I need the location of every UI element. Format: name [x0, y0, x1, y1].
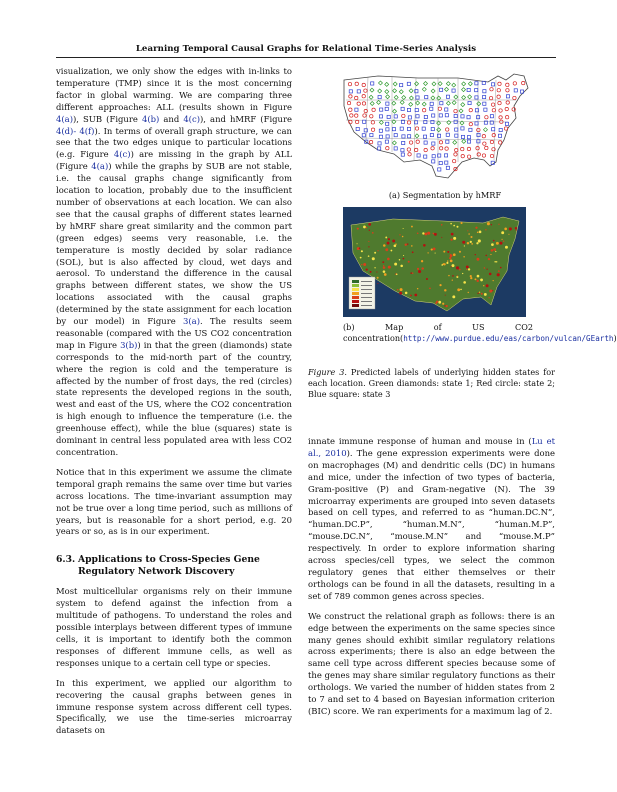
- co2-hotspot-dot: [491, 249, 494, 252]
- co2-hotspot-dot: [462, 241, 465, 244]
- co2-hotspot-dot: [396, 273, 398, 275]
- co2-hotspot-dot: [474, 278, 476, 280]
- co2-hotspot-dot: [363, 263, 366, 266]
- co2-hotspot-dot: [457, 275, 458, 276]
- figure-reference-link[interactable]: Lu et al., 2010: [308, 436, 555, 458]
- co2-hotspot-dot: [392, 240, 395, 243]
- co2-hotspot-dot: [508, 234, 509, 235]
- co2-hotspot-dot: [479, 231, 482, 234]
- co2-hotspot-dot: [451, 266, 452, 267]
- co2-hotspot-dot: [484, 267, 485, 268]
- co2-hotspot-dot: [476, 242, 478, 244]
- co2-hotspot-dot: [466, 269, 467, 270]
- co2-hotspot-dot: [403, 255, 404, 256]
- co2-hotspot-dot: [491, 224, 492, 225]
- co2-hotspot-dot: [397, 289, 399, 291]
- co2-hotspot-dot: [383, 265, 384, 266]
- co2-hotspot-dot: [467, 230, 468, 231]
- co2-hotspot-dot: [470, 236, 472, 238]
- co2-hotspot-dot: [383, 244, 386, 247]
- co2-hotspot-dot: [435, 302, 437, 304]
- co2-hotspot-dot: [444, 305, 445, 306]
- section-number: 6.3.: [56, 554, 76, 566]
- co2-hotspot-dot: [417, 233, 419, 235]
- co2-hotspot-dot: [441, 224, 443, 226]
- hmrf-segmentation-map: [338, 66, 534, 186]
- co2-hotspot-dot: [501, 239, 502, 240]
- co2-hotspot-dot: [489, 290, 492, 293]
- figure-reference-link[interactable]: 4(b): [141, 113, 160, 124]
- co2-hotspot-dot: [463, 256, 465, 258]
- co2-hotspot-dot: [459, 269, 461, 271]
- left-column: [56, 66, 292, 745]
- co2-hotspot-dot: [485, 255, 487, 257]
- co2-hotspot-dot: [481, 293, 483, 295]
- co2-hotspot-dot: [498, 224, 499, 225]
- co2-hotspot-dot: [377, 250, 378, 251]
- legend-label-line: [361, 305, 372, 306]
- co2-hotspot-dot: [423, 244, 426, 247]
- co2-hotspot-dot: [426, 278, 428, 280]
- co2-hotspot-dot: [488, 258, 490, 260]
- legend-swatch: [352, 300, 359, 303]
- co2-hotspot-dot: [411, 245, 413, 247]
- subcaption-a: (a) Segmentation by hMRF: [388, 190, 502, 200]
- left-paragraph-1: [56, 66, 292, 459]
- legend-swatch: [352, 296, 359, 299]
- co2-hotspot-dot: [501, 231, 504, 234]
- co2-hotspot-dot: [451, 233, 454, 236]
- co2-hotspot-dot: [483, 285, 484, 286]
- co2-hotspot-dot: [499, 242, 502, 245]
- paragraph-text: ) are missing in the graph by ALL (Figure: [56, 149, 292, 172]
- co2-hotspot-dot: [477, 275, 480, 278]
- co2-hotspot-dot: [383, 266, 386, 269]
- co2-hotspot-dot: [412, 272, 414, 274]
- subcaption-b-end: ): [613, 332, 617, 343]
- co2-hotspot-dot: [390, 250, 392, 252]
- co2-hotspot-dot: [453, 225, 455, 227]
- co2-hotspot-dot: [395, 244, 396, 245]
- figure-caption-text: Predicted labels of underlying hidden states for each location. Green diamonds: state 1; Red circle: state 2; Blue square: state 3: [308, 367, 555, 399]
- co2-hotspot-dot: [408, 261, 410, 263]
- co2-hotspot-dot: [382, 261, 384, 263]
- co2-hotspot-dot: [403, 228, 404, 229]
- co2-hotspot-dot: [448, 275, 449, 276]
- co2-hotspot-dot: [478, 239, 481, 242]
- co2-hotspot-dot: [410, 272, 412, 274]
- co2-hotspot-dot: [359, 247, 361, 249]
- co2-hotspot-dot: [497, 273, 500, 276]
- co2-hotspot-dot: [368, 255, 370, 257]
- co2-hotspot-dot: [372, 232, 374, 234]
- co2-hotspot-dot: [449, 257, 451, 259]
- co2-hotspot-dot: [491, 243, 494, 246]
- co2-hotspot-dot: [399, 292, 402, 295]
- figure-reference-link[interactable]: 4(a): [91, 161, 109, 172]
- co2-hotspot-dot: [485, 229, 486, 230]
- co2-hotspot-dot: [515, 227, 517, 229]
- co2-hotspot-dot: [470, 275, 472, 277]
- co2-hotspot-dot: [394, 263, 397, 266]
- co2-hotspot-dot: [361, 264, 362, 265]
- co2-hotspot-dot: [470, 241, 472, 243]
- co2-hotspot-dot: [456, 226, 458, 228]
- co2-hotspot-dot: [464, 245, 465, 246]
- left-paragraph-2: Notice that in this experiment we assume the climate temporal graph remains the same over time but varies across locations. The time-invariant assumption may not be true over a long time period, such as millions of years, but is reasonable for a short period, e.g. 20 years or so, as is in our experiment.: [56, 466, 292, 537]
- co2-concentration-map: [343, 207, 526, 317]
- right-paragraph-1: [308, 436, 555, 603]
- co2-hotspot-dot: [411, 226, 413, 228]
- co2-hotspot-dot: [500, 267, 502, 269]
- co2-hotspot-dot: [368, 241, 369, 242]
- co2-hotspot-dot: [439, 284, 441, 286]
- co2-hotspot-dot: [441, 264, 443, 266]
- section-title-line-2: Regulatory Network Discovery: [78, 566, 235, 578]
- co2-hotspot-dot: [453, 237, 456, 240]
- figure-reference-link[interactable]: 3(a): [183, 316, 200, 327]
- co2-hotspot-dot: [438, 301, 441, 304]
- co2-hotspot-dot: [433, 247, 436, 250]
- section-title-line-1: Applications to Cross-Species Gene: [78, 554, 260, 566]
- paragraph-text: ). The gene expression experiments were done on macrophages (M) and dendritic cells (DC) in humans and mice, under the infection of two types of bacteria, Gram-positive (P) and Gram-negative (N). The 39 microarray experiments are grouped into seven datasets based on cell types, and referred to as “human.DC.N”, “human.DC.P”, “human.M.N”, “human.M.P”, “mouse.DC.N”, “mouse.M.N” and “mouse.M.P” respectively. In order to explore information sharing across species/cell types, we select the common regulatory genes that either themselves or their orthologs can be found in all the datasets, resulting in a set of 789 common genes across species.: [308, 447, 555, 601]
- co2-hotspot-dot: [495, 251, 496, 252]
- co2-hotspot-dot: [400, 288, 403, 291]
- co2-hotspot-dot: [444, 289, 446, 291]
- co2-hotspot-dot: [361, 250, 363, 252]
- co2-hotspot-dot: [417, 288, 418, 289]
- legend-label-line: [361, 297, 372, 298]
- legend-swatch: [352, 288, 359, 291]
- co2-hotspot-dot: [360, 257, 362, 259]
- co2-hotspot-dot: [498, 270, 500, 272]
- co2-hotspot-dot: [427, 252, 428, 253]
- co2-hotspot-dot: [460, 289, 462, 291]
- co2-hotspot-dot: [488, 297, 489, 298]
- legend-label-line: [361, 301, 372, 302]
- co2-hotspot-dot: [468, 233, 470, 235]
- co2-hotspot-dot: [479, 291, 481, 293]
- co2-hotspot-dot: [384, 273, 387, 276]
- legend-swatch: [352, 284, 359, 287]
- co2-hotspot-dot: [441, 237, 442, 238]
- co2-hotspot-dot: [363, 226, 366, 229]
- co2-hotspot-dot: [403, 258, 405, 260]
- co2-hotspot-dot: [480, 279, 483, 282]
- co2-hotspot-dot: [421, 260, 423, 262]
- subcaption-b-text: (b) Map of US CO2 concentration(: [343, 322, 533, 343]
- co2-hotspot-dot: [505, 246, 508, 249]
- co2-hotspot-dot: [452, 295, 455, 298]
- co2-hotspot-dot: [374, 267, 375, 268]
- co2-hotspot-dot: [489, 273, 492, 276]
- co2-hotspot-dot: [459, 251, 461, 253]
- co2-hotspot-dot: [476, 258, 479, 261]
- co2-hotspot-dot: [503, 240, 504, 241]
- co2-hotspot-dot: [431, 249, 433, 251]
- co2-hotspot-dot: [493, 240, 495, 242]
- co2-hotspot-dot: [387, 258, 390, 261]
- co2-hotspot-dot: [369, 230, 370, 231]
- co2-hotspot-dot: [494, 261, 496, 263]
- legend-swatch: [352, 292, 359, 295]
- figure-reference-link[interactable]: 4(c): [113, 149, 131, 160]
- co2-hotspot-dot: [424, 233, 427, 236]
- co2-hotspot-dot: [377, 277, 379, 279]
- co2-hotspot-dot: [456, 266, 459, 269]
- paragraph-text: ). In terms of overall graph structure, we can see that the two edges unique to particular locations (e.g. Figure: [56, 125, 292, 160]
- co2-hotspot-dot: [429, 287, 431, 289]
- legend-swatch: [352, 280, 359, 283]
- figure-reference-link[interactable]: 3(b): [120, 339, 138, 350]
- co2-hotspot-dot: [377, 283, 378, 284]
- co2-hotspot-dot: [368, 223, 371, 226]
- co2-hotspot-dot: [450, 259, 453, 262]
- co2-hotspot-dot: [451, 264, 454, 267]
- co2-hotspot-dot: [435, 253, 436, 254]
- co2-hotspot-dot: [504, 228, 507, 231]
- co2-hotspot-dot: [493, 248, 496, 251]
- paragraph-text: innate immune response of human and mouse in (: [308, 436, 532, 446]
- figure-label: Figure 3.: [308, 367, 347, 377]
- paragraph-text: . The results seem reasonable (compared with the US CO2 concentration map in Figure: [56, 316, 293, 350]
- co2-hotspot-dot: [372, 257, 375, 260]
- right-paragraph-2: We construct the relational graph as follows: there is an edge between the experiments on the same species since many genes should exhibit similar regulatory relations across experiments; there is also an edge between the same cell type across different species because some of the genes may share similar regulatory functions as their orthologs. We varied the number of hidden states from 2 to 7 and set to 4 based on Bayesian information criterion (BIC) score. We ran experiments for a maximum lag of 2.: [308, 610, 555, 716]
- co2-hotspot-dot: [412, 251, 414, 253]
- co2-hotspot-dot: [476, 280, 478, 282]
- co2-hotspot-dot: [467, 242, 469, 244]
- co2-hotspot-dot: [484, 293, 487, 296]
- co2-hotspot-dot: [376, 271, 377, 272]
- legend-swatch: [352, 304, 359, 307]
- co2-hotspot-dot: [453, 253, 456, 256]
- co2-hotspot-dot: [385, 237, 387, 239]
- co2-hotspot-dot: [450, 238, 452, 240]
- co2-hotspot-dot: [496, 242, 499, 245]
- co2-hotspot-dot: [490, 254, 491, 255]
- figure-reference-link[interactable]: 4(c): [183, 113, 200, 124]
- co2-hotspot-dot: [417, 268, 419, 270]
- co2-hotspot-dot: [486, 269, 487, 270]
- co2-hotspot-dot: [477, 231, 479, 233]
- co2-hotspot-dot: [418, 270, 421, 273]
- co2-hotspot-dot: [477, 293, 478, 294]
- co2-hotspot-dot: [487, 222, 490, 225]
- co2-hotspot-dot: [422, 232, 424, 234]
- co2-hotspot-dot: [463, 281, 466, 284]
- co2-hotspot-dot: [366, 268, 368, 270]
- co2-hotspot-dot: [357, 243, 358, 244]
- co2-hotspot-dot: [509, 227, 512, 230]
- co2-hotspot-dot: [450, 254, 453, 257]
- co2-hotspot-dot: [450, 223, 452, 225]
- co2-hotspot-dot: [405, 292, 408, 295]
- co2-hotspot-dot: [460, 222, 462, 224]
- co2-hotspot-dot: [399, 234, 400, 235]
- paragraph-text: ) in that the green (diamonds) state corresponds to the mid-north part of the country, where the region is cold and the temperature is affected by the number of frost days, the red (circles) state represents the developed regions in the south, west and east of the US, where the CO2 concentration is high enough to influence the temperature (i.e. the greenhouse effect), while the blue (squares) state is dominant in central less populated area with less CO2 concentration.: [56, 339, 293, 457]
- co2-hotspot-dot: [452, 275, 454, 277]
- co2-hotspot-dot: [442, 303, 444, 305]
- co2-hotspot-dot: [447, 260, 448, 261]
- running-header: Learning Temporal Causal Graphs for Relational Time-Series Analysis: [135, 44, 477, 54]
- co2-hotspot-dot: [468, 268, 470, 270]
- co2-hotspot-dot: [446, 262, 448, 264]
- co2-hotspot-dot: [475, 227, 477, 229]
- co2-hotspot-dot: [368, 246, 369, 247]
- co2-hotspot-dot: [443, 251, 445, 253]
- co2-hotspot-dot: [493, 280, 494, 281]
- paragraph-text: and: [159, 113, 184, 124]
- figure-reference-link[interactable]: 4(d)- 4(f): [56, 125, 95, 136]
- co2-hotspot-dot: [405, 243, 407, 245]
- co2-hotspot-dot: [462, 273, 463, 274]
- co2-hotspot-dot: [496, 261, 497, 262]
- right-column: [308, 436, 555, 726]
- co2-hotspot-dot: [470, 277, 472, 279]
- left-paragraph-4: In this experiment, we applied our algorithm to recovering the causal graphs between genes in immune response system across different cell types. Specifically, we use the time-series microarray datasets on: [56, 677, 292, 736]
- co2-hotspot-dot: [414, 294, 417, 297]
- co2-hotspot-dot: [471, 243, 473, 245]
- co2-hotspot-dot: [446, 305, 448, 307]
- co2-hotspot-dot: [399, 259, 401, 261]
- section-heading: [56, 554, 292, 578]
- co2-hotspot-dot: [421, 267, 423, 269]
- co2-hotspot-dot: [468, 292, 469, 293]
- legend-label-line: [361, 293, 372, 294]
- co2-hotspot-dot: [385, 248, 388, 251]
- paragraph-text: visualization, we only show the edges with in-links to temperature (TMP) since it is the most concerning factor in global warming. We are comparing three different approaches: ALL (results shown in Figure: [56, 66, 292, 112]
- co2-map-url[interactable]: http://www.purdue.edu/eas/carbon/vulcan/GEarth: [403, 333, 614, 343]
- legend-label-line: [361, 285, 372, 286]
- co2-hotspot-dot: [388, 266, 391, 269]
- paragraph-text: ), SUB (Figure: [72, 113, 142, 124]
- paragraph-text: ) while the graphs by SUB are not stable, i.e. the causal graphs change significantly from location to location, probably due to the insufficient number of observations at each location. We can also see that the causal graphs of different states learned by hMRF share great similarity and the common part (green edges) seems very reasonable, i.e. the temperature is mostly decided by solar radiance (SOL), but is also affected by cloud, wet days and aerosol. To understand the difference in the causal graphs between different states, we show the US locations associated with the causal graphs (determined by the state assignment for each location by our model) in Figure: [56, 161, 293, 327]
- co2-hotspot-dot: [434, 233, 437, 236]
- co2-hotspot-dot: [400, 265, 403, 268]
- co2-hotspot-dot: [457, 288, 460, 291]
- figure-reference-link[interactable]: 4(a): [56, 113, 73, 124]
- co2-hotspot-dot: [366, 227, 368, 229]
- co2-hotspot-dot: [370, 271, 372, 273]
- co2-hotspot-dot: [357, 228, 359, 230]
- co2-hotspot-dot: [402, 236, 404, 238]
- co2-hotspot-dot: [452, 280, 453, 281]
- legend-label-line: [361, 281, 372, 282]
- paragraph-text: ), and hMRF (Figure: [200, 113, 293, 124]
- header-rule: [56, 57, 556, 58]
- subcaption-b: [343, 322, 617, 345]
- co2-hotspot-dot: [486, 284, 489, 287]
- co2-hotspot-dot: [387, 242, 390, 245]
- co2-hotspot-dot: [410, 295, 411, 296]
- co2-hotspot-dot: [447, 251, 449, 253]
- co2-hotspot-dot: [388, 238, 390, 240]
- co2-hotspot-dot: [475, 254, 476, 255]
- figure-caption: [308, 367, 555, 400]
- co2-hotspot-dot: [445, 295, 446, 296]
- co2-hotspot-dot: [383, 270, 386, 273]
- co2-hotspot-dot: [466, 265, 469, 268]
- left-paragraph-3: Most multicellular organisms rely on their immune system to defend against the infection from a multitude of pathogens. To understand the roles and possible interplays between different types of immune cells, it is important to identify both the common responses of different immune cells, as well as responses unique to a certain cell type or species.: [56, 586, 292, 668]
- co2-hotspot-dot: [374, 252, 376, 254]
- co2-hotspot-dot: [516, 229, 517, 230]
- co2-hotspot-dot: [407, 243, 408, 244]
- co2-hotspot-dot: [427, 232, 430, 235]
- co2-hotspot-dot: [433, 233, 435, 235]
- legend-label-line: [361, 289, 372, 290]
